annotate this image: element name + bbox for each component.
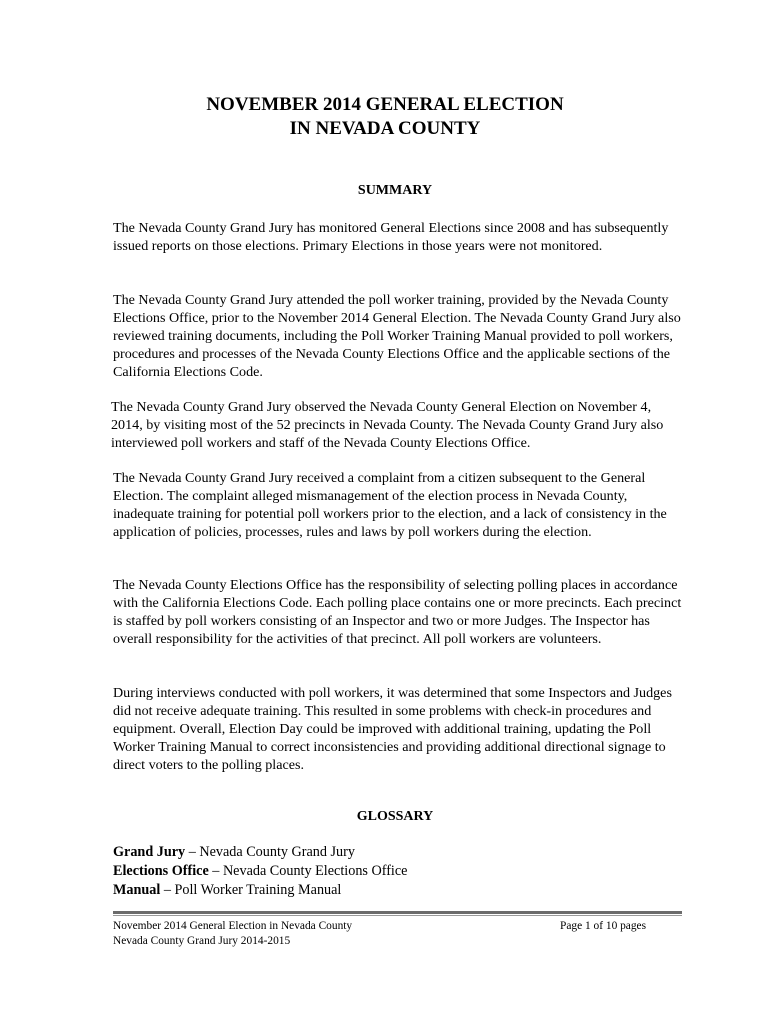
glossary-list bbox=[113, 843, 688, 900]
glossary-entry bbox=[113, 881, 688, 900]
footer-organization: Nevada County Grand Jury 2014-2015 bbox=[113, 935, 291, 947]
page-number: Page 1 of 10 pages bbox=[560, 920, 647, 932]
summary-paragraph-1: The Nevada County Grand Jury has monitored General Elections since 2008 and has subsequently issued reports on those elections. Primary Elections in those years were not monitored. bbox=[113, 220, 669, 254]
title-line-1: NOVEMBER 2014 GENERAL ELECTION bbox=[206, 94, 564, 115]
glossary-term: Manual bbox=[113, 882, 161, 898]
title-line-2: IN NEVADA COUNTY bbox=[289, 118, 481, 139]
glossary-term: Grand Jury bbox=[113, 844, 186, 860]
glossary-term: Elections Office bbox=[113, 863, 209, 879]
footer-divider-thin bbox=[113, 915, 682, 916]
glossary-definition: – Nevada County Elections Office bbox=[208, 863, 408, 879]
glossary-entry bbox=[113, 843, 688, 862]
glossary-heading: GLOSSARY bbox=[356, 809, 434, 824]
glossary-definition: – Nevada County Grand Jury bbox=[185, 844, 355, 860]
footer-divider bbox=[113, 911, 682, 914]
footer-document-name: November 2014 General Election in Nevada County bbox=[113, 920, 353, 932]
footer-info bbox=[113, 919, 352, 949]
summary-paragraph-2: The Nevada County Grand Jury attended the poll worker training, provided by the Nevada County Elections Office, prior to the November 2014 General Election. The Nevada County Grand Jury also reviewed training documents, including the Poll Worker Training Manual provided to poll workers, procedures and processes of the Nevada County Elections Office and the applicable sections of the California Elections Code. bbox=[113, 292, 681, 380]
summary-paragraph-3: The Nevada County Grand Jury observed the Nevada County General Election on November 4, 2014, by visiting most of the 52 precincts in Nevada County. The Nevada County Grand Jury also interviewed poll workers and staff of the Nevada County Elections Office. bbox=[111, 399, 664, 451]
summary-paragraph-4: The Nevada County Grand Jury received a complaint from a citizen subsequent to the General Election. The complaint alleged mismanagement of the election process in Nevada County, inadequate training for potential poll workers prior to the election, and a lack of consistency in the application of policies, processes, rules and laws by poll workers during the election. bbox=[113, 470, 667, 540]
glossary-entry bbox=[113, 862, 688, 881]
summary-paragraph-5: The Nevada County Elections Office has the responsibility of selecting polling places in accordance with the California Elections Code. Each polling place contains one or more precincts. Each precinct is staffed by poll workers consisting of an Inspector and two or more Judges. The Inspector has overall responsibility for the activities of that precinct. All poll workers are volunteers. bbox=[113, 577, 682, 647]
summary-heading: SUMMARY bbox=[357, 183, 433, 198]
summary-paragraph-6: During interviews conducted with poll workers, it was determined that some Inspectors and Judges did not receive adequate training. This resulted in some problems with check-in procedures and equipment. Overall, Election Day could be improved with additional training, updating the Poll Worker Training Manual to correct inconsistencies and providing additional directional signage to direct voters to the polling places. bbox=[113, 685, 672, 773]
glossary-definition: – Poll Worker Training Manual bbox=[160, 882, 342, 898]
document-title bbox=[0, 93, 770, 141]
